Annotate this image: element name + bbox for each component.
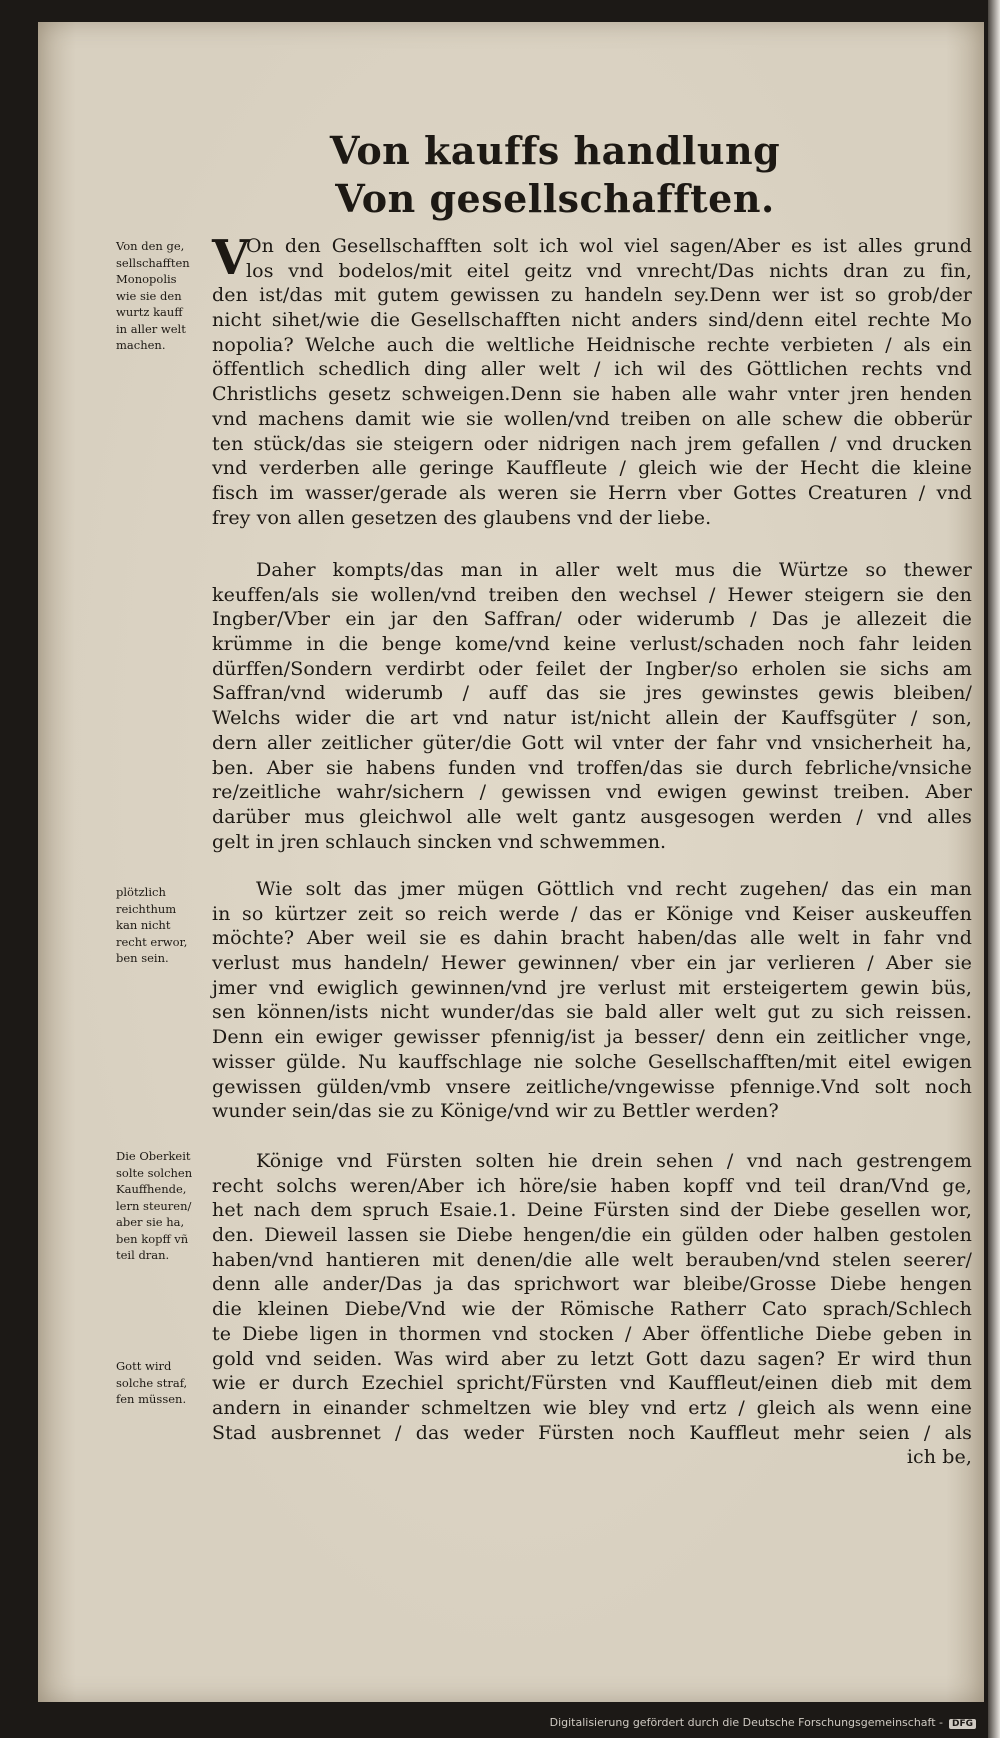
paragraph-2 (212, 558, 972, 854)
text-line: Daher kompts/das man in aller welt mus die Würtze so thewer (256, 559, 972, 581)
paragraph-4 (212, 1149, 972, 1445)
text-line: Könige vnd Fürsten solten hie drein sehen / vnd nach gestrengem (256, 1150, 972, 1172)
digitization-credit (550, 1716, 976, 1729)
text-line: dern aller zeitlicher güter/die Gott wil vnter der fahr vnd vnsicherheit ha, (212, 731, 972, 754)
text-line: öffentlich schedlich ding aller welt / ich wil des Göttlichen rechts vnd (212, 358, 972, 381)
text-line: gelt in jren schlauch sincken vnd schwemmen. (212, 830, 667, 853)
text-line: Christlichs gesetz schweigen.Denn sie haben alle wahr vnter jren henden (212, 383, 972, 406)
text-line: dürffen/Sondern verdirbt oder feilet der Ingber/so erholen sie sichs am (212, 657, 972, 680)
margin-note-line: machen. (116, 338, 166, 352)
catchword-block (212, 1445, 972, 1470)
text-line: wie er durch Ezechiel spricht/Fürsten vnd Kauffleut/einen dieb mit dem (212, 1372, 972, 1395)
text-line: vnd verderben alle geringe Kauffleute / gleich wie der Hecht die kleine (212, 457, 972, 480)
text-line: sen können/ists nicht wunder/das sie bald aller welt gut zu sich reissen. (212, 1001, 972, 1024)
margin-note-line: ben kopff vñ (116, 1231, 189, 1246)
text-line: los vnd bodelos/mit eitel geitz vnd vnrecht/Das nichts dran zu fin, (246, 259, 972, 282)
margin-note-line: in aller welt (116, 321, 186, 336)
text-line: ten stück/das sie steigern oder nidrigen nach jrem gefallen / vnd drucken (212, 432, 972, 455)
margin-note-line: fen müssen. (116, 1392, 187, 1406)
margin-note-line: kan nicht (116, 918, 171, 932)
chapter-title-line-1: Von kauffs handlung (329, 128, 781, 173)
text-line: Welchs wider die art vnd natur ist/nicht allein der Kauffsgüter / son, (212, 707, 972, 730)
text-line: den ist/das mit gutem gewissen zu handeln sey.Denn wer ist so grob/der (212, 284, 972, 307)
chapter-title-line-2: Von gesellschafften. (335, 176, 775, 221)
text-line: nopolia? Welche auch die weltliche Heidnische rechte verbieten / als ein (212, 333, 972, 356)
margin-note-line: solte solchen (116, 1165, 193, 1180)
text-line: wisser gülde. Nu kauffschlage nie solche Gesellschafften/mit eitel ewigen (212, 1050, 972, 1073)
margin-note-line: plötzlich (116, 885, 166, 899)
margin-note-line: aber sie ha, (116, 1215, 185, 1229)
text-line: wunder sein/das sie zu Könige/vnd wir zu Bettler werden? (212, 1100, 779, 1123)
paragraph-3 (212, 877, 972, 1124)
text-line: Wie solt das jmer mügen Göttlich vnd recht zugehen/ das ein man (256, 878, 972, 900)
paragraph-1-opening (246, 234, 972, 283)
margin-note-line: Gott wird (116, 1359, 172, 1373)
text-line: Saffran/vnd widerumb / auff das sie jres gewinstes gewis bleiben/ (212, 682, 972, 705)
text-line: recht solchs weren/Aber ich höre/sie haben kopff vnd teil dran/Vnd ge, (212, 1174, 972, 1197)
text-line: gold vnd seiden. Was wird aber zu letzt Gott dazu sagen? Er wird thun (212, 1347, 972, 1370)
text-line: te Diebe ligen in thormen vnd stocken / Aber öffentliche Diebe geben in (212, 1322, 972, 1345)
catchword: ich be, (906, 1446, 972, 1468)
text-line: krümme in die benge kome/vnd keine verlust/schaden noch fahr leiden (212, 633, 972, 656)
margin-note-line: wurtz kauff (116, 305, 183, 319)
text-line: den. Dieweil lassen sie Diebe hengen/die ein gülden oder halben gestolen (212, 1224, 972, 1247)
margin-note-line: Monopolis (116, 272, 177, 286)
text-line: möchte? Aber weil sie es dahin bracht haben/das alle welt in fahr vnd (212, 927, 972, 950)
text-line: in so kürtzer zeit so reich werde / das er Könige vnd Keiser auskeuffen (212, 902, 972, 925)
credit-text: Digitalisierung gefördert durch die Deutsche Forschungsgemeinschaft - (549, 1716, 943, 1729)
margin-note-line: sellschafften (116, 255, 190, 270)
text-line: darüber mus gleichwol alle welt gantz ausgesogen werden / vnd alles (212, 805, 972, 828)
margin-note-line: lern steuren/ (116, 1198, 192, 1213)
margin-note-line: Von den ge, (116, 239, 185, 253)
dfg-logo: DFG (949, 1719, 976, 1729)
margin-note-line: wie sie den (116, 288, 182, 303)
text-line: die kleinen Diebe/Vnd wie der Römische Ratherr Cato sprach/Schlech (212, 1298, 972, 1321)
margin-note-line: reichthum (116, 901, 177, 916)
text-line: jmer vnd ewiglich gewinnen/vnd jre verlust mit ersteigertem gewin büs, (212, 976, 972, 999)
text-line: fisch im wasser/gerade als weren sie Herrn vber Gottes Creaturen / vnd (212, 481, 972, 504)
drop-cap: V (212, 230, 250, 286)
text-line: keuffen/als sie wollen/vnd treiben den wechsel / Hewer steigern sie den (212, 583, 972, 606)
margin-note-gott (116, 1358, 212, 1408)
margin-note-line: recht erwor, (116, 934, 188, 949)
margin-note-monopolis (116, 238, 212, 354)
text-line: haben/vnd hantieren mit denen/die alle welt berauben/vnd stelen seerer/ (212, 1248, 972, 1271)
text-line: nicht sihet/wie die Gesellschafften nicht anders sind/denn eitel rechte Mo (212, 309, 972, 332)
text-line: gewissen gülden/vmb vnsere zeitliche/vngewisse pfennige.Vnd solt noch (212, 1075, 972, 1098)
text-line: vnd machens damit wie sie wollen/vnd treiben on alle schew die obberür (212, 407, 972, 430)
margin-note-line: Die Oberkeit (116, 1149, 191, 1163)
margin-note-line: teil dran. (116, 1248, 170, 1262)
margin-note-reichthum (116, 884, 212, 967)
text-line: denn alle ander/Das ja das sprichwort war bleibe/Grosse Diebe hengen (212, 1273, 972, 1296)
margin-note-line: ben sein. (116, 951, 169, 965)
scanner-edge (988, 0, 1000, 1738)
margin-note-line: Kauffhende, (116, 1182, 187, 1196)
text-line: Stad ausbrennet / das weder Fürsten noch Kauffleut mehr seien / als (212, 1421, 972, 1444)
margin-note-oberkeit (116, 1148, 212, 1264)
text-line: Denn ein ewiger gewisser pfennig/ist ja besser/ denn ein zeitlicher vnge, (212, 1026, 972, 1049)
text-line: ben. Aber sie habens funden vnd troffen/das sie durch febrliche/vnsiche (212, 756, 972, 779)
paragraph-1 (212, 283, 972, 530)
text-line: verlust mus handeln/ Hewer gewinnen/ vber ein jar verlieren / Aber sie (212, 952, 972, 975)
text-line: het nach dem spruch Esaie.1. Deine Fürsten sind der Diebe gesellen wor, (212, 1199, 972, 1222)
text-line: andern in einander schmeltzen wie bley vnd ertz / gleich als wenn eine (212, 1396, 972, 1419)
text-line: On den Gesellschafften solt ich wol viel sagen/Aber es ist alles grund (246, 235, 972, 257)
margin-note-line: solche straf, (116, 1375, 188, 1390)
text-line: Ingber/Vber ein jar den Saffran/ oder widerumb / Das je allezeit die (212, 608, 972, 631)
text-line: re/zeitliche wahr/sichern / gewissen vnd ewigen gewinst treiben. Aber (212, 781, 972, 804)
text-line: frey von allen gesetzen des glaubens vnd der liebe. (212, 506, 712, 529)
